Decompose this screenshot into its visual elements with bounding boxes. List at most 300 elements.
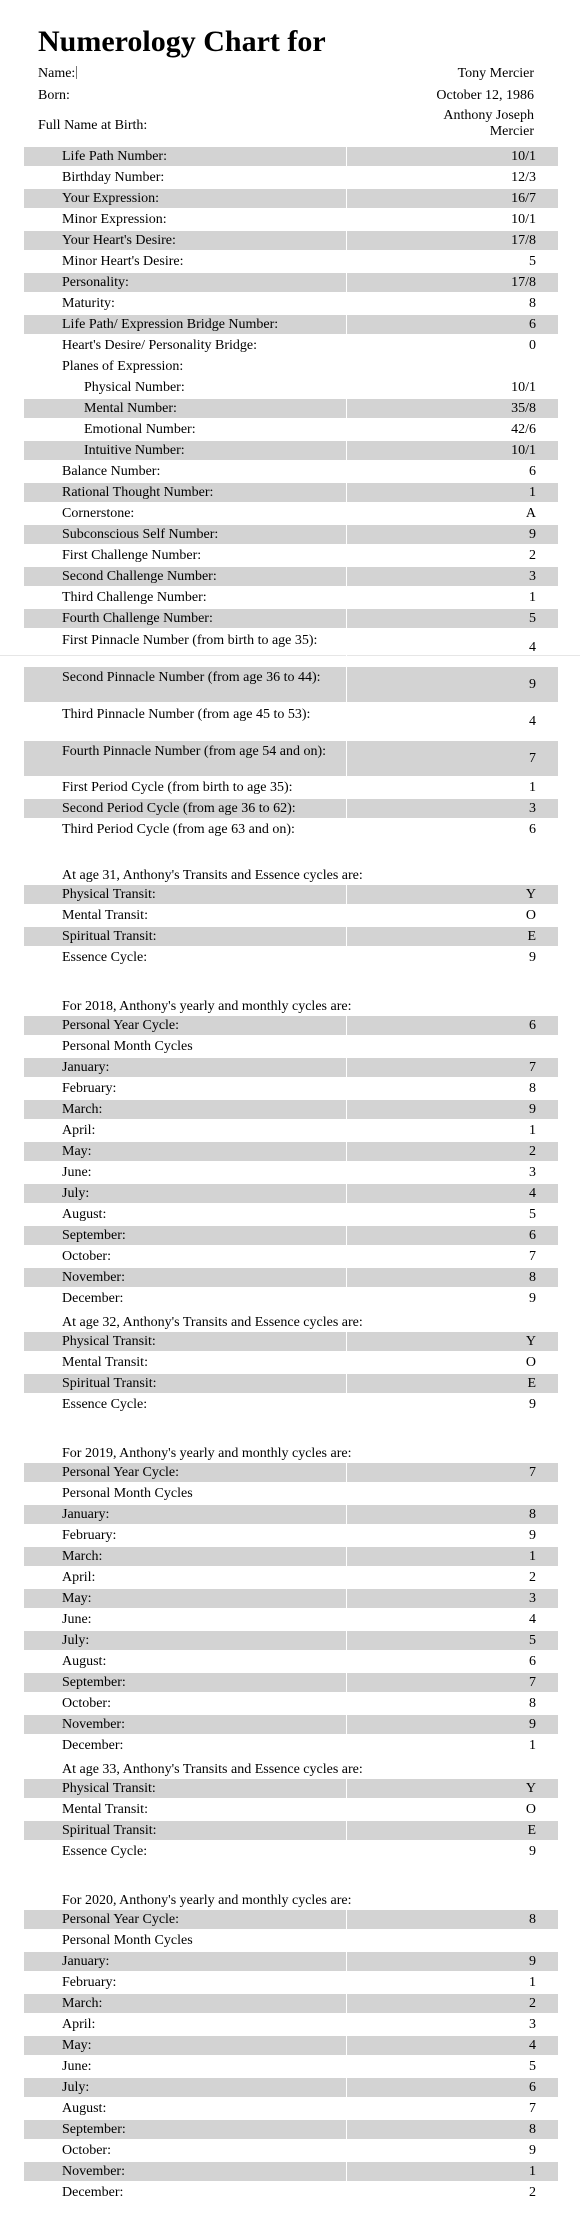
row-value: 5 <box>529 1207 536 1222</box>
row-label: Spiritual Transit: <box>62 929 157 944</box>
row-value: 1 <box>529 1549 536 1564</box>
column-separator <box>346 420 347 439</box>
row-value: 1 <box>529 1123 536 1138</box>
column-separator <box>346 1910 347 1929</box>
row-label: July: <box>62 1633 90 1648</box>
table-row <box>24 885 558 904</box>
row-value: 1 <box>529 485 536 500</box>
row-label: November: <box>62 2164 125 2179</box>
column-separator <box>346 1247 347 1266</box>
table-row <box>24 2099 558 2118</box>
row-value: 7 <box>529 1249 536 1264</box>
row-value: 9 <box>529 1844 536 1859</box>
column-separator <box>346 1505 347 1524</box>
table-row <box>24 1016 558 1035</box>
column-separator <box>346 927 347 946</box>
row-value: 2 <box>529 2185 536 2200</box>
text-cursor <box>76 66 77 79</box>
column-separator <box>346 1568 347 1587</box>
table-row <box>24 2162 558 2181</box>
table-row <box>24 462 558 481</box>
row-value: 3 <box>529 569 536 584</box>
header-value: October 12, 1986 <box>436 88 534 103</box>
table-row <box>24 378 558 397</box>
row-value: 6 <box>529 317 536 332</box>
column-separator <box>346 1821 347 1840</box>
row-label: Essence Cycle: <box>62 950 148 965</box>
table-row <box>24 441 558 460</box>
row-value: 10/1 <box>511 212 536 227</box>
page-title: Numerology Chart for <box>38 25 326 58</box>
row-value: 9 <box>529 1717 536 1732</box>
column-separator <box>346 1994 347 2013</box>
row-label: October: <box>62 1696 111 1711</box>
row-label: February: <box>62 1081 117 1096</box>
row-value: 8 <box>529 1270 536 1285</box>
row-value: 2 <box>529 548 536 563</box>
row-value: O <box>525 1355 536 1370</box>
table-row <box>24 1631 558 1650</box>
table-row <box>24 546 558 565</box>
row-value: 7 <box>529 751 536 766</box>
row-value: 6 <box>529 1228 536 1243</box>
row-value: 9 <box>529 1397 536 1412</box>
section-heading: For 2018, Anthony's yearly and monthly cycles are: <box>62 999 352 1014</box>
row-label: September: <box>62 2122 126 2137</box>
row-value: 6 <box>529 822 536 837</box>
row-label: January: <box>62 1060 110 1075</box>
row-label: January: <box>62 1507 110 1522</box>
column-separator <box>346 1973 347 1992</box>
row-value: 8 <box>529 1696 536 1711</box>
row-label: April: <box>62 2017 96 2032</box>
table-row <box>24 1226 558 1245</box>
column-separator <box>346 1142 347 1161</box>
row-value: 3 <box>529 2017 536 2032</box>
row-value: 6 <box>529 1654 536 1669</box>
table-row <box>24 704 558 739</box>
row-value: 5 <box>529 611 536 626</box>
column-separator <box>346 1673 347 1692</box>
column-separator <box>346 667 347 702</box>
table-row <box>24 252 558 271</box>
table-row <box>24 1058 558 1077</box>
table-row <box>24 1463 558 1482</box>
row-value: 6 <box>529 1018 536 1033</box>
row-label: September: <box>62 1675 126 1690</box>
table-row <box>24 1973 558 1992</box>
column-separator <box>346 1715 347 1734</box>
row-label: February: <box>62 1975 117 1990</box>
row-label: April: <box>62 1123 96 1138</box>
row-label: November: <box>62 1270 125 1285</box>
column-separator <box>346 1121 347 1140</box>
row-label: Heart's Desire/ Personality Bridge: <box>62 338 257 353</box>
row-label: First Period Cycle (from birth to age 35): <box>62 780 293 795</box>
table-row <box>24 2078 558 2097</box>
column-separator <box>346 2078 347 2097</box>
row-value: 9 <box>529 1102 536 1117</box>
column-separator <box>346 1952 347 1971</box>
column-separator <box>346 1205 347 1224</box>
row-label: Your Heart's Desire: <box>62 233 176 248</box>
row-label: May: <box>62 1591 92 1606</box>
column-separator <box>346 504 347 523</box>
row-value: 5 <box>529 1633 536 1648</box>
row-value: 17/8 <box>511 275 536 290</box>
table-row <box>24 273 558 292</box>
column-separator <box>346 1463 347 1482</box>
table-row <box>24 1994 558 2013</box>
table-row <box>24 525 558 544</box>
row-value: 12/3 <box>511 170 536 185</box>
row-value: 4 <box>529 1186 536 1201</box>
row-value: 1 <box>529 1975 536 1990</box>
column-separator <box>346 441 347 460</box>
column-separator <box>346 168 347 187</box>
row-label: Minor Heart's Desire: <box>62 254 184 269</box>
table-row <box>24 336 558 355</box>
table-row <box>24 2141 558 2160</box>
row-label: March: <box>62 1549 103 1564</box>
row-label: Second Pinnacle Number (from age 36 to 44): <box>62 670 321 685</box>
column-separator <box>346 885 347 904</box>
table-row <box>24 609 558 628</box>
row-value: 1 <box>529 590 536 605</box>
row-value: Y <box>525 1781 536 1796</box>
column-separator <box>346 1842 347 1861</box>
row-value: Y <box>525 1334 536 1349</box>
row-value: 8 <box>529 1912 536 1927</box>
row-value: 2 <box>529 1144 536 1159</box>
table-row <box>24 1694 558 1713</box>
section-heading: For 2019, Anthony's yearly and monthly cycles are: <box>62 1446 352 1461</box>
column-separator <box>346 1395 347 1414</box>
row-label: June: <box>62 1612 92 1627</box>
table-row <box>24 399 558 418</box>
row-label: February: <box>62 1528 117 1543</box>
row-label: Physical Transit: <box>62 1334 156 1349</box>
table-row <box>24 1736 558 1755</box>
row-label: Personal Year Cycle: <box>62 1465 180 1480</box>
row-value: 10/1 <box>511 149 536 164</box>
row-value: E <box>527 929 536 944</box>
row-value: 0 <box>529 338 536 353</box>
row-label: January: <box>62 1954 110 1969</box>
row-label: Maturity: <box>62 296 115 311</box>
row-label: Cornerstone: <box>62 506 135 521</box>
table-row <box>24 1568 558 1587</box>
table-row <box>24 2057 558 2076</box>
column-separator <box>346 315 347 334</box>
column-separator <box>346 273 347 292</box>
row-value: 1 <box>529 780 536 795</box>
row-label: August: <box>62 2101 107 2116</box>
row-label: First Challenge Number: <box>62 548 202 563</box>
row-label: Spiritual Transit: <box>62 1376 157 1391</box>
row-label: Balance Number: <box>62 464 161 479</box>
table-row <box>24 1079 558 1098</box>
table-row <box>24 778 558 797</box>
row-label: Spiritual Transit: <box>62 1823 157 1838</box>
column-separator <box>346 1374 347 1393</box>
row-value: 4 <box>529 714 536 729</box>
column-separator <box>346 462 347 481</box>
table-row <box>24 1715 558 1734</box>
column-separator <box>346 2057 347 2076</box>
row-label: Life Path Number: <box>62 149 167 164</box>
table-row <box>24 1100 558 1119</box>
table-row <box>24 1142 558 1161</box>
row-value: 8 <box>529 1507 536 1522</box>
header-label: Name: <box>38 66 76 81</box>
row-label: Mental Transit: <box>62 908 148 923</box>
row-label: October: <box>62 2143 111 2158</box>
table-row <box>24 504 558 523</box>
row-label: Essence Cycle: <box>62 1844 148 1859</box>
table-row <box>24 906 558 925</box>
column-separator <box>346 525 347 544</box>
row-label: April: <box>62 1570 96 1585</box>
row-value: 17/8 <box>511 233 536 248</box>
row-label: Third Pinnacle Number (from age 45 to 53): <box>62 707 311 722</box>
table-row <box>24 2015 558 2034</box>
table-row <box>24 588 558 607</box>
row-label: Second Challenge Number: <box>62 569 217 584</box>
row-label: May: <box>62 1144 92 1159</box>
table-row <box>24 1652 558 1671</box>
row-label: Personality: <box>62 275 129 290</box>
column-separator <box>346 588 347 607</box>
row-label: Physical Transit: <box>62 887 156 902</box>
table-row <box>24 294 558 313</box>
table-row <box>24 1779 558 1798</box>
column-separator <box>346 1332 347 1351</box>
column-separator <box>346 1526 347 1545</box>
column-separator <box>346 378 347 397</box>
table-row <box>24 1205 558 1224</box>
column-separator <box>346 1779 347 1798</box>
column-separator <box>346 2036 347 2055</box>
row-value: 8 <box>529 1081 536 1096</box>
row-value: O <box>525 1802 536 1817</box>
table-row <box>24 1547 558 1566</box>
row-label: Essence Cycle: <box>62 1397 148 1412</box>
table-row <box>24 168 558 187</box>
row-label: Third Challenge Number: <box>62 590 207 605</box>
column-separator <box>346 1184 347 1203</box>
table-row <box>24 667 558 702</box>
column-separator <box>346 2120 347 2139</box>
table-row <box>24 927 558 946</box>
column-separator <box>346 189 347 208</box>
table-row <box>24 741 558 776</box>
table-row <box>24 630 558 665</box>
row-value: 9 <box>529 950 536 965</box>
row-label: August: <box>62 1207 107 1222</box>
table-row <box>24 1610 558 1629</box>
table-row <box>24 315 558 334</box>
row-label: March: <box>62 1102 103 1117</box>
table-row <box>24 1842 558 1861</box>
row-value: 10/1 <box>511 380 536 395</box>
table-row <box>24 1353 558 1372</box>
table-row <box>24 799 558 818</box>
row-value: 4 <box>529 640 536 655</box>
section-heading: At age 33, Anthony's Transits and Essence cycles are: <box>62 1762 363 1777</box>
table-row <box>24 1952 558 1971</box>
row-value: 9 <box>529 2143 536 2158</box>
row-value: 10/1 <box>511 443 536 458</box>
column-separator <box>346 1736 347 1755</box>
row-value: 9 <box>529 1954 536 1969</box>
row-value: 1 <box>529 2164 536 2179</box>
column-separator <box>346 906 347 925</box>
row-label: First Pinnacle Number (from birth to age 35): <box>62 633 318 648</box>
row-label: Second Period Cycle (from age 36 to 62): <box>62 801 296 816</box>
row-label: December: <box>62 1738 124 1753</box>
column-separator <box>346 210 347 229</box>
row-value: 3 <box>529 801 536 816</box>
row-value: 42/6 <box>511 422 536 437</box>
column-separator <box>346 294 347 313</box>
row-value: 9 <box>529 1528 536 1543</box>
column-separator <box>346 948 347 967</box>
column-separator <box>346 147 347 166</box>
column-separator <box>346 1800 347 1819</box>
row-value: A <box>525 506 536 521</box>
row-value: O <box>525 908 536 923</box>
row-value: 5 <box>529 2059 536 2074</box>
row-label: Fourth Challenge Number: <box>62 611 213 626</box>
table-row <box>24 210 558 229</box>
row-label: Intuitive Number: <box>84 443 185 458</box>
column-separator <box>346 1547 347 1566</box>
table-row <box>24 1526 558 1545</box>
column-separator <box>346 1163 347 1182</box>
months-heading: Personal Month Cycles <box>62 1933 193 1948</box>
row-value: 6 <box>529 2080 536 2095</box>
table-row <box>24 2183 558 2202</box>
table-row <box>24 1589 558 1608</box>
months-heading: Personal Month Cycles <box>62 1486 193 1501</box>
table-row <box>24 567 558 586</box>
table-row <box>24 1910 558 1929</box>
column-separator <box>346 820 347 839</box>
column-separator <box>346 1268 347 1287</box>
row-value: 9 <box>529 677 536 692</box>
column-separator <box>346 704 347 739</box>
row-label: Rational Thought Number: <box>62 485 214 500</box>
header-value: Tony Mercier <box>457 66 534 81</box>
row-label: Personal Year Cycle: <box>62 1018 180 1033</box>
row-label: Personal Year Cycle: <box>62 1912 180 1927</box>
row-label: Subconscious Self Number: <box>62 527 219 542</box>
row-label: March: <box>62 1996 103 2011</box>
table-row <box>24 2120 558 2139</box>
row-value: 9 <box>529 1291 536 1306</box>
row-label: Third Period Cycle (from age 63 and on): <box>62 822 295 837</box>
row-value: 7 <box>529 2101 536 2116</box>
table-row <box>24 1395 558 1414</box>
row-label: Physical Transit: <box>62 1781 156 1796</box>
column-separator <box>346 2183 347 2202</box>
row-label: Life Path/ Expression Bridge Number: <box>62 317 279 332</box>
column-separator <box>346 778 347 797</box>
table-row <box>24 1800 558 1819</box>
table-row <box>24 1673 558 1692</box>
column-separator <box>346 1589 347 1608</box>
row-value: 4 <box>529 1612 536 1627</box>
column-separator <box>346 399 347 418</box>
column-separator <box>346 2099 347 2118</box>
row-label: November: <box>62 1717 125 1732</box>
row-label: Mental Number: <box>84 401 177 416</box>
row-label: June: <box>62 2059 92 2074</box>
row-label: October: <box>62 1249 111 1264</box>
row-value: E <box>527 1376 536 1391</box>
table-row <box>24 1332 558 1351</box>
row-label: Minor Expression: <box>62 212 167 227</box>
row-value: 7 <box>529 1675 536 1690</box>
column-separator <box>346 609 347 628</box>
table-row <box>24 1505 558 1524</box>
table-row <box>24 420 558 439</box>
row-value: Y <box>525 887 536 902</box>
row-label: December: <box>62 2185 124 2200</box>
table-row <box>24 1374 558 1393</box>
table-row <box>24 820 558 839</box>
section-heading: At age 32, Anthony's Transits and Essence cycles are: <box>62 1315 363 1330</box>
row-label: Your Expression: <box>62 191 159 206</box>
column-separator <box>346 252 347 271</box>
table-row <box>24 1163 558 1182</box>
table-row <box>24 1121 558 1140</box>
column-separator <box>346 567 347 586</box>
column-separator <box>346 1694 347 1713</box>
column-separator <box>346 483 347 502</box>
column-separator <box>346 1079 347 1098</box>
row-value: 3 <box>529 1591 536 1606</box>
table-row <box>24 1289 558 1308</box>
row-value: 1 <box>529 1738 536 1753</box>
column-separator <box>346 1652 347 1671</box>
row-value: 4 <box>529 2038 536 2053</box>
column-separator <box>346 1100 347 1119</box>
column-separator <box>346 741 347 776</box>
row-value: 8 <box>529 2122 536 2137</box>
row-value: 5 <box>529 254 536 269</box>
table-row <box>24 1821 558 1840</box>
row-label: Physical Number: <box>84 380 185 395</box>
column-separator <box>346 336 347 355</box>
row-value: 3 <box>529 1165 536 1180</box>
section-heading: At age 31, Anthony's Transits and Essence cycles are: <box>62 868 363 883</box>
row-value: 2 <box>529 1996 536 2011</box>
row-value: E <box>527 1823 536 1838</box>
header-label: Full Name at Birth: <box>38 118 148 133</box>
row-label: May: <box>62 2038 92 2053</box>
row-label: Mental Transit: <box>62 1355 148 1370</box>
table-row <box>24 1247 558 1266</box>
table-row <box>24 189 558 208</box>
table-row <box>24 483 558 502</box>
row-label: June: <box>62 1165 92 1180</box>
row-label: Fourth Pinnacle Number (from age 54 and on): <box>62 744 326 759</box>
row-value: 9 <box>529 527 536 542</box>
row-label: September: <box>62 1228 126 1243</box>
section-heading: For 2020, Anthony's yearly and monthly cycles are: <box>62 1893 352 1908</box>
